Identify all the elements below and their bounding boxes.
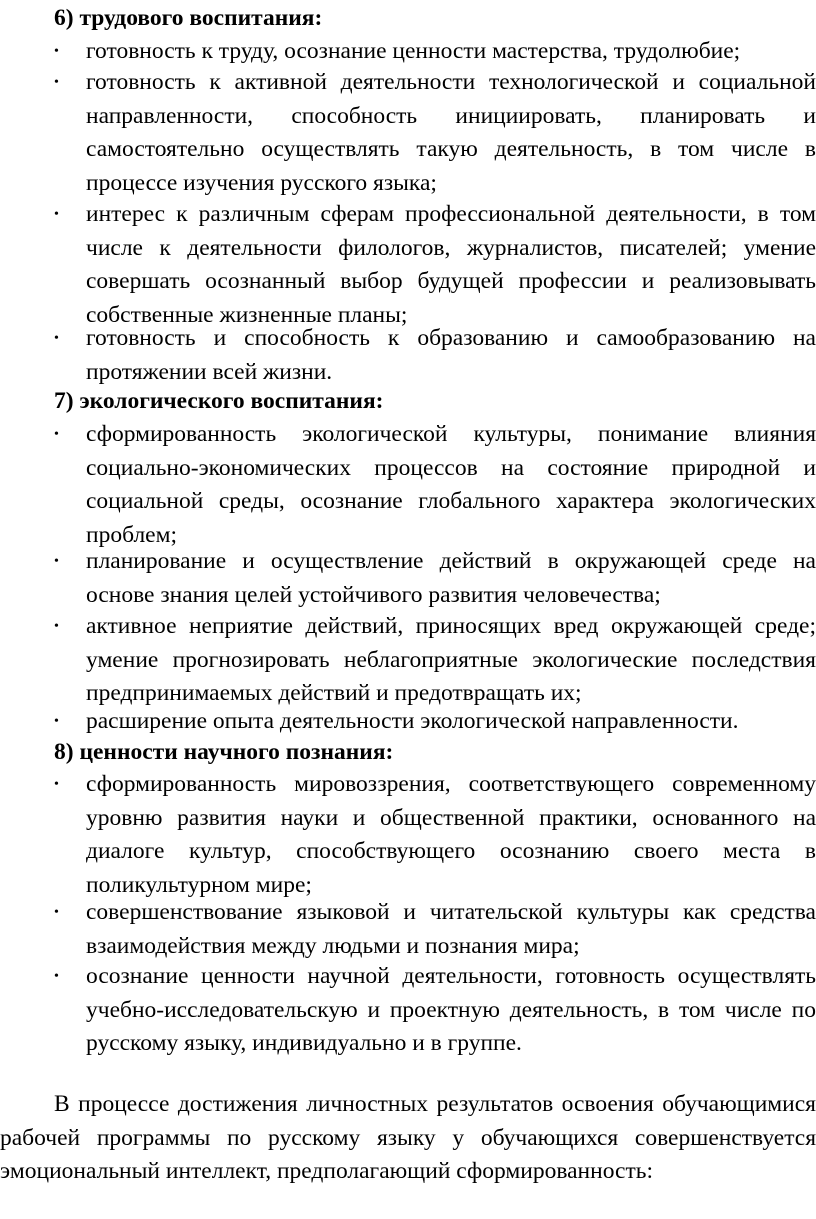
bullet-icon: • <box>54 619 59 634</box>
list-item <box>54 705 816 739</box>
list-item <box>54 610 816 711</box>
bullet-icon: • <box>54 969 59 984</box>
bullet-icon: • <box>54 75 59 90</box>
list-item-text: интерес к различным сферам профессиональной деятельности, в том числе к деятельности филологов, журналистов, писателей; умение совершать осознанный выбор будущей профессии и реализовывать собственные жизненные планы; <box>86 201 816 328</box>
list-item-text: осознание ценности научной деятельности, готовность осуществлять учебно-исследовательскую и проектную деятельность, в том числе по русскому языку, индивидуально и в группе. <box>86 963 816 1057</box>
list-item <box>54 322 816 389</box>
list-item <box>54 768 816 902</box>
bullet-icon: • <box>54 207 59 222</box>
list-item-text: сформированность мировоззрения, соответствующего современному уровню развития науки и общественной практики, основанного на диалоге культур, способствующего осознанию своего места в поликультурном мире; <box>86 771 816 898</box>
bullet-icon: • <box>54 905 59 920</box>
list-item-text: расширение опыта деятельности экологической направленности. <box>86 708 739 734</box>
list-item-text: готовность к труду, осознание ценности мастерства, трудолюбие; <box>86 38 741 64</box>
bullet-icon: • <box>54 331 59 346</box>
list-item <box>54 960 816 1061</box>
bullet-icon: • <box>54 44 59 59</box>
list-item <box>54 198 816 332</box>
section-heading-ecology: 7) экологического воспитания: <box>54 388 384 414</box>
list-item-text: планирование и осуществление действий в окружающей среде на основе знания целей устойчивого развития человечества; <box>86 548 816 608</box>
list-item <box>54 35 816 69</box>
list-item <box>54 896 816 963</box>
closing-paragraph: В процессе достижения личностных результатов освоения обучающимися рабочей программы по русскому языку у обучающихся совершенствуется эмоциональный интеллект, предполагающий сформированность: <box>0 1091 816 1185</box>
list-item <box>54 418 816 552</box>
list-item-text: готовность и способность к образованию и самообразованию на протяжении всей жизни. <box>86 325 816 385</box>
list-item <box>54 66 816 200</box>
list-item <box>54 545 816 612</box>
section-heading-labor: 6) трудового воспитания: <box>54 5 323 31</box>
bullet-icon: • <box>54 554 59 569</box>
list-item-text: совершенствование языковой и читательской культуры как средства взаимодействия между людьми и познания мира; <box>86 899 816 959</box>
bullet-icon: • <box>54 714 59 729</box>
bullet-icon: • <box>54 777 59 792</box>
bullet-icon: • <box>54 427 59 442</box>
list-item-text: готовность к активной деятельности технологической и социальной направленности, способность инициировать, планировать и самостоятельно осуществлять такую деятельность, в том числе в процессе изучения русского языка; <box>86 69 816 196</box>
section-heading-science: 8) ценности научного познания: <box>54 739 394 765</box>
list-item-text: сформированность экологической культуры, понимание влияния социально-экономических процессов на состояние природной и социальной среды, осознание глобального характера экологических проблем; <box>86 421 816 548</box>
list-item-text: активное неприятие действий, приносящих вред окружающей среде; умение прогнозировать неблагоприятные экологические последствия предпринимаемых действий и предотвращать их; <box>86 613 816 707</box>
